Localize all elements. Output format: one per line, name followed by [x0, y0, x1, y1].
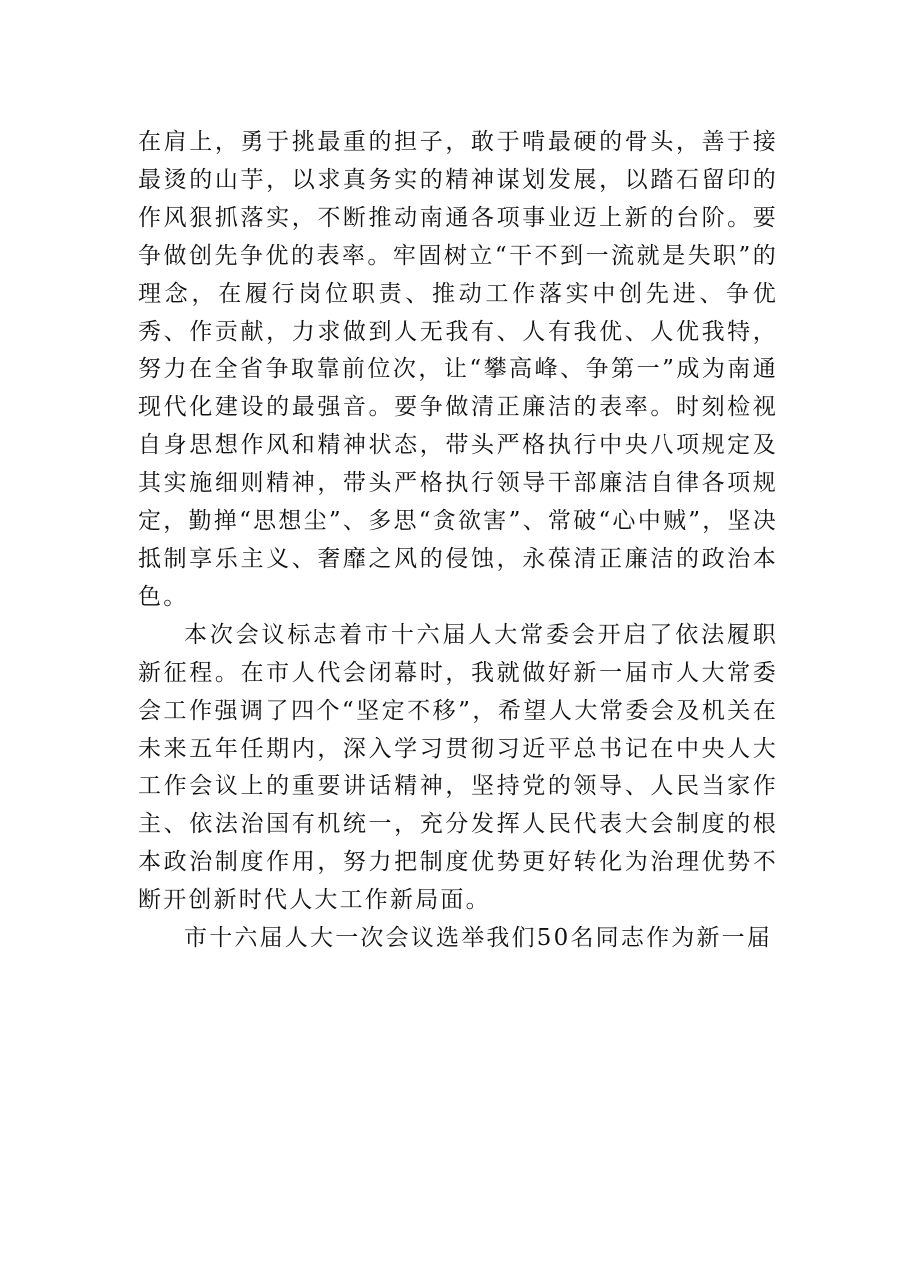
paragraph-2: 本次会议标志着市十六届人大常委会开启了依法履职新征程。在市人代会闭幕时，我就做好新一届市人大常委会工作强调了四个“坚定不移”，希望人大常委会及机关在未来五年任期内，深入学习贯彻习近平总书记在中央人大工作会议上的重要讲话精神，坚持党的领导、人民当家作主、依法治国有机统一，充分发挥人民代表大会制度的根本政治制度作用，努力把制度优势更好转化为治理优势不断开创新时代人大工作新局面。	[138, 621, 778, 914]
paragraph-3: 市十六届人大一次会议选举我们50名同志作为新一届	[184, 925, 773, 952]
paragraph-1: 在肩上，勇于挑最重的担子，敢于啃最硬的骨头，善于接最烫的山芋，以求真务实的精神谋划发展，以踏石留印的作风狠抓落实，不断推动南通各项事业迈上新的台阶。要争做创先争优的表率。牢固树立“干不到一流就是失职”的理念，在履行岗位职责、推动工作落实中创先进、争优秀、作贡献，力求做到人无我有、人有我优、人优我特，努力在全省争取靠前位次，让“攀高峰、争第一”成为南通现代化建设的最强音。要争做清正廉洁的表率。时刻检视自身思想作风和精神状态，带头严格执行中央八项规定及其实施细则精神，带头严格执行领导干部廉洁自律各项规定，勤掸“思想尘”、多思“贪欲害”、常破“心中贼”，坚决抵制享乐主义、奢靡之风的侵蚀，永葆清正廉洁的政治本色。	[138, 129, 778, 610]
document-body	[138, 124, 778, 958]
